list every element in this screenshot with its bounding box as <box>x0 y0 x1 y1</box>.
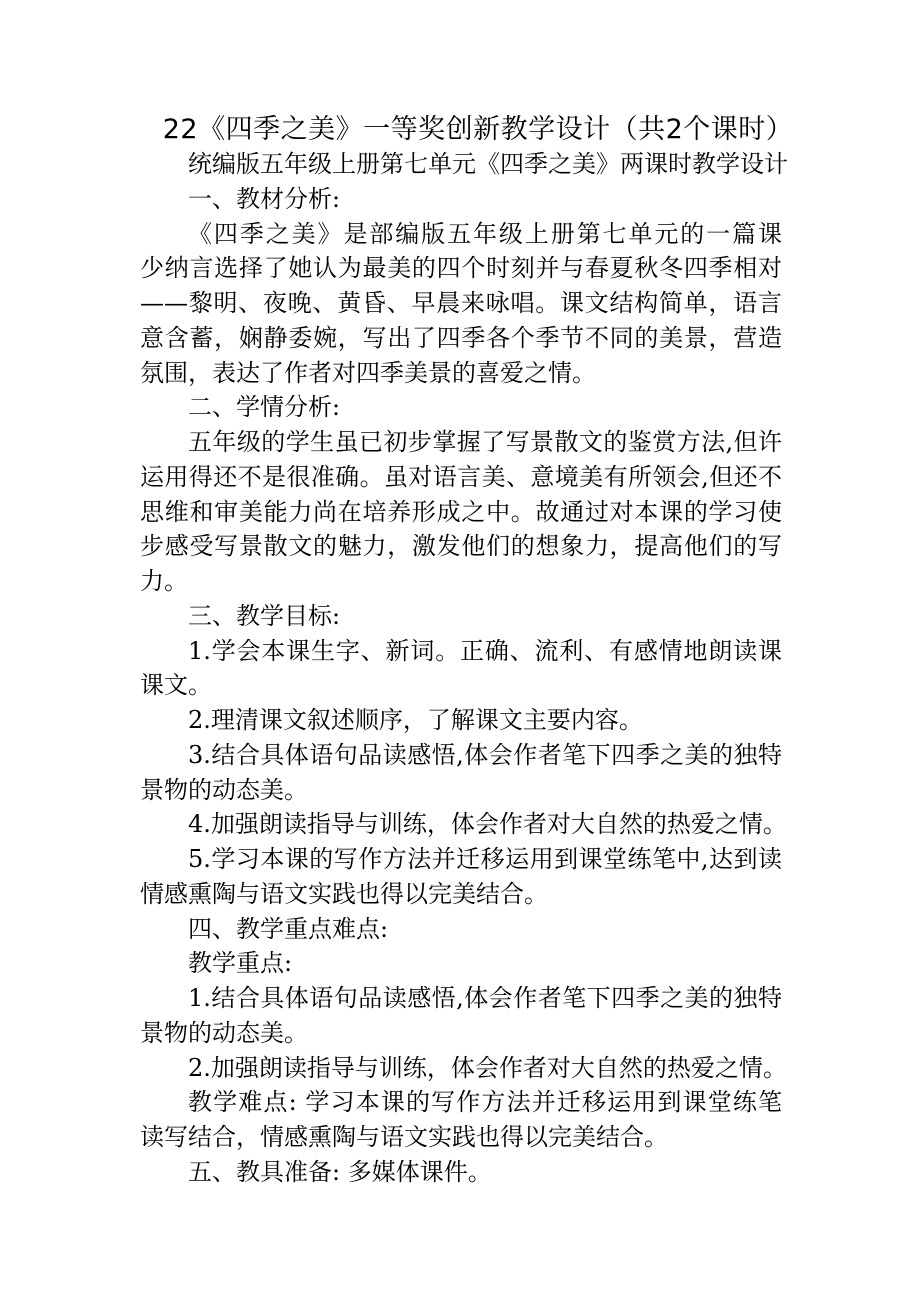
text-line: 少纳言选择了她认为最美的四个时刻并与春夏秋冬四季相对 <box>140 254 782 283</box>
text-line: 四、教学重点难点: <box>188 914 389 943</box>
text-line: 步感受写景散文的魅力，激发他们的想象力，提高他们的写 <box>140 532 782 561</box>
text-line: 《四季之美》是部编版五年级上册第七单元的一篇课 <box>188 219 782 248</box>
text-line: 运用得还不是很准确。虽对语言美、意境美有所领会,但还不 <box>140 462 782 491</box>
text-line: 教学难点: 学习本课的写作方法并迁移运用到课堂练笔 <box>188 1088 782 1117</box>
text-line: 景物的动态美。 <box>140 1018 308 1047</box>
text-line: 统编版五年级上册第七单元《四季之美》两课时教学设计 <box>188 150 788 178</box>
text-line: 三、教学目标: <box>188 601 341 630</box>
text-line: 4.加强朗读指导与训练，体会作者对大自然的热爱之情。 <box>188 810 787 839</box>
text-line: 课文。 <box>140 671 212 700</box>
text-line: 读写结合，情感熏陶与语文实践也得以完美结合。 <box>140 1123 668 1151</box>
text-line: 五年级的学生虽已初步掌握了写景散文的鉴赏方法,但许 <box>188 428 782 456</box>
text-line: 3.结合具体语句品读感悟,体会作者笔下四季之美的独特 <box>188 740 782 769</box>
text-line: 思维和审美能力尚在培养形成之中。故通过对本课的学习使 <box>140 497 782 526</box>
text-line: 2.加强朗读指导与训练，体会作者对大自然的热爱之情。 <box>188 1053 787 1082</box>
text-line: 5.学习本课的写作方法并迁移运用到课堂练笔中,达到读 <box>188 845 782 873</box>
text-line: 1.结合具体语句品读感悟,体会作者笔下四季之美的独特 <box>188 984 782 1012</box>
document-body <box>140 147 788 1190</box>
text-line: 二、学情分析: <box>188 393 341 422</box>
text-line: ——黎明、夜晚、黄昏、早晨来咏唱。课文结构简单，语言 <box>140 289 782 317</box>
text-line: 五、教具准备: 多媒体课件。 <box>188 1157 492 1186</box>
text-line: 1.学会本课生字、新词。正确、流利、有感情地朗读课 <box>188 636 782 665</box>
document-title: 22《四季之美》一等奖创新教学设计（共2个课时） <box>162 114 794 145</box>
text-line: 力。 <box>140 567 188 595</box>
text-line: 情感熏陶与语文实践也得以完美结合。 <box>140 879 548 908</box>
text-line: 氛围，表达了作者对四季美景的喜爱之情。 <box>140 358 596 387</box>
text-line: 一、教材分析: <box>188 184 341 213</box>
text-line: 2.理清课文叙述顺序，了解课文主要内容。 <box>188 706 643 734</box>
text-line: 教学重点: <box>188 949 293 978</box>
text-line: 景物的动态美。 <box>140 775 308 804</box>
text-line: 意含蓄，娴静委婉，写出了四季各个季节不同的美景，营造 <box>140 323 782 352</box>
